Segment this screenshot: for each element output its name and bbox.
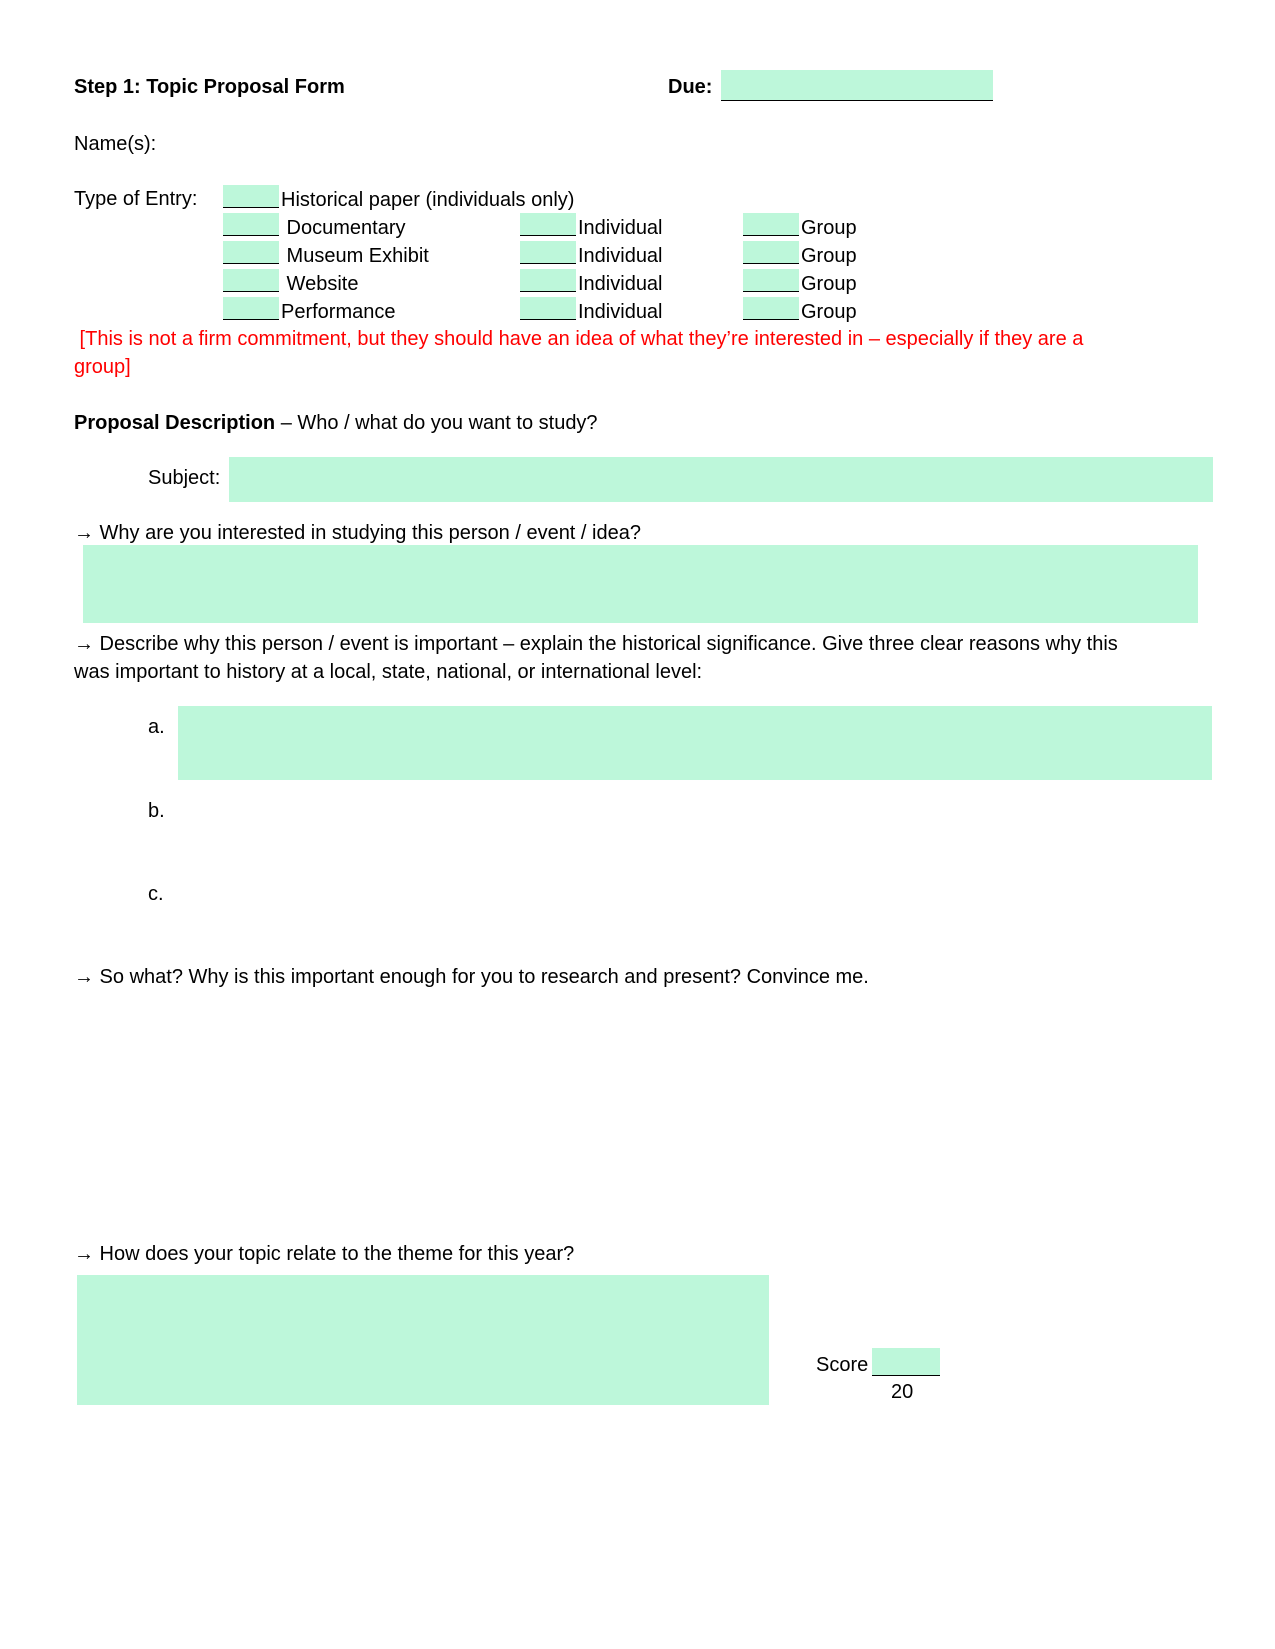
entry-option-documentary (223, 213, 406, 241)
website-individual-blank[interactable] (520, 269, 576, 292)
museum-individual-label: Individual (578, 245, 663, 267)
historical-paper-label: Historical paper (individuals only) (281, 189, 575, 211)
question-so-what: → So what? Why is this important enough for you to research and present? Convince me. (74, 966, 869, 988)
question-theme-relation: → How does your topic relate to the theme for this year? (74, 1243, 575, 1265)
performance-group-option (743, 297, 857, 325)
documentary-label: Documentary (281, 217, 406, 239)
entry-type-label: Type of Entry: (74, 188, 198, 210)
museum-individual-blank[interactable] (520, 241, 576, 264)
teacher-note-line-2: group] (74, 356, 131, 378)
proposal-heading (74, 409, 598, 437)
performance-group-label: Group (801, 301, 857, 323)
performance-group-blank[interactable] (743, 297, 799, 320)
proposal-heading-bold: Proposal Description (74, 412, 276, 434)
website-group-option (743, 269, 857, 297)
score-total: 20 (891, 1381, 914, 1403)
performance-individual-option (520, 297, 663, 325)
reason-c-label: c. (148, 883, 164, 905)
website-blank[interactable] (223, 269, 279, 292)
question-why-interested: → Why are you interested in studying this person / event / idea? (74, 522, 641, 544)
performance-individual-label: Individual (578, 301, 663, 323)
teacher-note-line-1: [This is not a firm commitment, but they should have an idea of what they’re interested in – especially if they are a (74, 328, 1084, 350)
proposal-heading-rest: – Who / what do you want to study? (275, 412, 598, 434)
entry-option-performance (223, 297, 396, 325)
reason-a-field[interactable] (178, 706, 1212, 780)
museum-group-blank[interactable] (743, 241, 799, 264)
due-date-field[interactable] (721, 70, 993, 101)
entry-option-historical-paper (223, 185, 574, 213)
score-label: Score (816, 1354, 869, 1376)
documentary-individual-option (520, 213, 663, 241)
performance-individual-blank[interactable] (520, 297, 576, 320)
website-label: Website (281, 273, 359, 295)
museum-group-label: Group (801, 245, 857, 267)
website-group-label: Group (801, 273, 857, 295)
museum-individual-option (520, 241, 663, 269)
museum-exhibit-blank[interactable] (223, 241, 279, 264)
website-individual-option (520, 269, 663, 297)
theme-relation-answer-field[interactable] (77, 1275, 769, 1405)
documentary-group-option (743, 213, 857, 241)
due-label: Due: (668, 76, 713, 98)
website-individual-label: Individual (578, 273, 663, 295)
museum-group-option (743, 241, 857, 269)
entry-option-website (223, 269, 358, 297)
score-field[interactable] (872, 1348, 940, 1376)
subject-label: Subject: (148, 467, 221, 489)
page-title: Step 1: Topic Proposal Form (74, 76, 345, 98)
subject-field[interactable] (229, 457, 1213, 502)
question-significance-line-1: → Describe why this person / event is important – explain the historical significance. Give three clear reasons why this (74, 633, 1118, 655)
why-interested-answer-field[interactable] (83, 545, 1198, 623)
entry-option-museum-exhibit (223, 241, 429, 269)
documentary-individual-blank[interactable] (520, 213, 576, 236)
question-significance-line-2: was important to history at a local, state, national, or international level: (74, 661, 703, 683)
reason-b-label: b. (148, 800, 165, 822)
documentary-blank[interactable] (223, 213, 279, 236)
museum-exhibit-label: Museum Exhibit (281, 245, 429, 267)
website-group-blank[interactable] (743, 269, 799, 292)
documentary-group-blank[interactable] (743, 213, 799, 236)
documentary-individual-label: Individual (578, 217, 663, 239)
performance-label: Performance (281, 301, 396, 323)
reason-a-label: a. (148, 716, 165, 738)
names-label: Name(s): (74, 133, 157, 155)
performance-blank[interactable] (223, 297, 279, 320)
historical-paper-blank[interactable] (223, 185, 279, 208)
documentary-group-label: Group (801, 217, 857, 239)
